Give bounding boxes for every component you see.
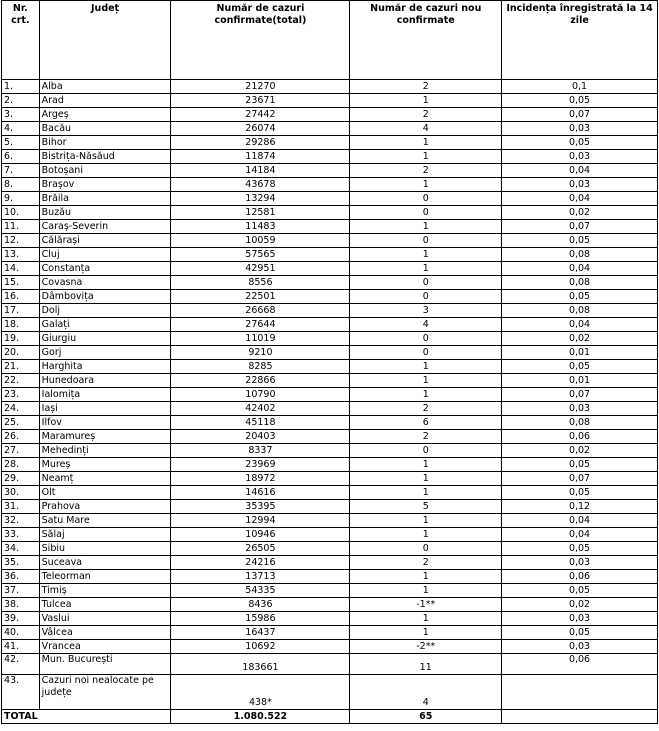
cell-judet: Bistrița-Năsăud [39, 150, 171, 164]
table-row [2, 430, 658, 444]
cell-total: 14616 [171, 486, 350, 500]
cell-total: 45118 [171, 416, 350, 430]
cell-incidenta: 0,03 [502, 556, 658, 570]
cell-noi: 5 [350, 500, 502, 514]
cell-incidenta: 0,06 [502, 570, 658, 584]
cell-judet: Ilfov [39, 416, 171, 430]
cell-judet: Giurgiu [39, 332, 171, 346]
cell-total: 12994 [171, 514, 350, 528]
cell-judet: Hunedoara [39, 374, 171, 388]
cell-total: 22501 [171, 290, 350, 304]
table-row [2, 276, 658, 290]
cell-noi: 0 [350, 332, 502, 346]
cell-nr: 14. [2, 262, 40, 276]
table-row [2, 570, 658, 584]
cell-incidenta: 0,06 [502, 430, 658, 444]
cell-judet: Harghita [39, 360, 171, 374]
table-row [2, 122, 658, 136]
cell-incidenta: 0,05 [502, 234, 658, 248]
cell-incidenta: 0,02 [502, 206, 658, 220]
cell-total: 35395 [171, 500, 350, 514]
cell-judet: Satu Mare [39, 514, 171, 528]
cell-total: 27644 [171, 318, 350, 332]
cell-total: 10692 [171, 640, 350, 654]
cell-judet: Sălaj [39, 528, 171, 542]
cell-noi: 1 [350, 458, 502, 472]
cell-judet: Timiș [39, 584, 171, 598]
cell-incidenta: 0,02 [502, 444, 658, 458]
cell-incidenta: 0,05 [502, 584, 658, 598]
cell-total: 15986 [171, 612, 350, 626]
cell-noi: -2** [350, 640, 502, 654]
cell-incidenta: 0,05 [502, 290, 658, 304]
cell-judet: Caraș-Severin [39, 220, 171, 234]
cell-nr: 36. [2, 570, 40, 584]
cell-incidenta: 0,05 [502, 458, 658, 472]
table-row [2, 472, 658, 486]
cell-incidenta: 0,03 [502, 178, 658, 192]
cell-incidenta: 0,05 [502, 136, 658, 150]
cell-nr: 30. [2, 486, 40, 500]
cell-incidenta: 0,07 [502, 108, 658, 122]
cell-nr: 29. [2, 472, 40, 486]
cell-judet: Olt [39, 486, 171, 500]
cell-incidenta [502, 710, 658, 724]
table-row [2, 528, 658, 542]
cell-noi: 1 [350, 514, 502, 528]
cell-nr: 26. [2, 430, 40, 444]
cell-judet: Dâmbovița [39, 290, 171, 304]
cell-total: 13294 [171, 192, 350, 206]
cell-total: 26074 [171, 122, 350, 136]
cell-nr: 22. [2, 374, 40, 388]
table-row [2, 206, 658, 220]
cell-noi: 0 [350, 234, 502, 248]
cell-judet: Teleorman [39, 570, 171, 584]
cell-total: 24216 [171, 556, 350, 570]
cell-incidenta: 0,05 [502, 486, 658, 500]
cell-incidenta: 0,05 [502, 94, 658, 108]
cell-incidenta: 0,08 [502, 416, 658, 430]
cell-incidenta: 0,02 [502, 332, 658, 346]
cell-judet: Dolj [39, 304, 171, 318]
cell-judet: Alba [39, 80, 171, 94]
table-body [2, 80, 658, 724]
cell-noi: 0 [350, 542, 502, 556]
cell-noi: 2 [350, 430, 502, 444]
table-row [2, 514, 658, 528]
cell-noi: 1 [350, 528, 502, 542]
cell-noi: 1 [350, 136, 502, 150]
cell-judet: Arad [39, 94, 171, 108]
cell-noi: 1 [350, 374, 502, 388]
cell-judet: Suceava [39, 556, 171, 570]
cell-incidenta: 0,03 [502, 402, 658, 416]
cell-noi: 1 [350, 94, 502, 108]
cell-total: 183661 [171, 654, 350, 675]
cell-judet: Constanța [39, 262, 171, 276]
cell-incidenta: 0,04 [502, 262, 658, 276]
cell-judet: Brașov [39, 178, 171, 192]
cell-noi: 2 [350, 108, 502, 122]
cell-noi: 1 [350, 486, 502, 500]
cell-nr: 5. [2, 136, 40, 150]
table-row-total [2, 710, 658, 724]
cell-noi: 2 [350, 164, 502, 178]
cell-total: 18972 [171, 472, 350, 486]
cell-total: 10790 [171, 388, 350, 402]
cell-incidenta: 0,03 [502, 122, 658, 136]
cell-judet: Iași [39, 402, 171, 416]
cell-judet: Cazuri noi nealocate pe județe [39, 675, 171, 710]
table-row [2, 584, 658, 598]
cell-total: 23671 [171, 94, 350, 108]
cell-total: 20403 [171, 430, 350, 444]
cell-nr: 7. [2, 164, 40, 178]
cell-noi: 2 [350, 556, 502, 570]
cell-noi: 1 [350, 612, 502, 626]
cell-total: 16437 [171, 626, 350, 640]
cell-nr: 27. [2, 444, 40, 458]
cell-total: 9210 [171, 346, 350, 360]
cell-nr: 35. [2, 556, 40, 570]
cell-incidenta: 0,07 [502, 220, 658, 234]
covid-county-table [1, 0, 658, 724]
header-total: Număr de cazuri confirmate(total) [171, 1, 350, 80]
table-row [2, 542, 658, 556]
cell-nr: 15. [2, 276, 40, 290]
cell-judet: Bacău [39, 122, 171, 136]
table-row [2, 304, 658, 318]
header-noi: Număr de cazuri nou confirmate [350, 1, 502, 80]
header-nr: Nr. crt. [2, 1, 40, 80]
cell-nr: 10. [2, 206, 40, 220]
cell-judet: Maramureș [39, 430, 171, 444]
cell-incidenta: 0,08 [502, 304, 658, 318]
cell-incidenta: 0,04 [502, 318, 658, 332]
cell-noi: 6 [350, 416, 502, 430]
cell-noi: 1 [350, 360, 502, 374]
cell-nr: 13. [2, 248, 40, 262]
cell-total: 14184 [171, 164, 350, 178]
cell-nr: 12. [2, 234, 40, 248]
cell-judet: Vrancea [39, 640, 171, 654]
table-row [2, 178, 658, 192]
table-row [2, 220, 658, 234]
cell-noi: 1 [350, 248, 502, 262]
cell-nr: 8. [2, 178, 40, 192]
cell-judet: Neamț [39, 472, 171, 486]
cell-total: 11483 [171, 220, 350, 234]
cell-incidenta: 0,03 [502, 150, 658, 164]
cell-nr: 24. [2, 402, 40, 416]
cell-total: 8285 [171, 360, 350, 374]
cell-total: 8556 [171, 276, 350, 290]
cell-incidenta: 0,07 [502, 388, 658, 402]
table-row [2, 80, 658, 94]
table-row [2, 360, 658, 374]
cell-nr: 11. [2, 220, 40, 234]
cell-total: 8337 [171, 444, 350, 458]
cell-nr: 18. [2, 318, 40, 332]
cell-nr: 32. [2, 514, 40, 528]
cell-nr: 23. [2, 388, 40, 402]
table-row [2, 248, 658, 262]
cell-nr: 9. [2, 192, 40, 206]
header-incidenta: Incidența înregistrată la 14 zile [502, 1, 658, 80]
cell-judet: Prahova [39, 500, 171, 514]
cell-total: 10946 [171, 528, 350, 542]
cell-nr: 37. [2, 584, 40, 598]
cell-incidenta: 0,04 [502, 192, 658, 206]
cell-nr: 25. [2, 416, 40, 430]
cell-total: 26668 [171, 304, 350, 318]
cell-nr: 6. [2, 150, 40, 164]
cell-judet: Cluj [39, 248, 171, 262]
cell-nr: 31. [2, 500, 40, 514]
cell-noi: 2 [350, 80, 502, 94]
cell-incidenta: 0,06 [502, 654, 658, 675]
cell-noi: 0 [350, 346, 502, 360]
table-row [2, 640, 658, 654]
cell-noi: 1 [350, 584, 502, 598]
cell-nr: 43. [2, 675, 40, 710]
table-row [2, 332, 658, 346]
cell-noi: 65 [350, 710, 502, 724]
cell-noi: 1 [350, 570, 502, 584]
table-row [2, 486, 658, 500]
cell-incidenta: 0,07 [502, 472, 658, 486]
cell-incidenta: 0,08 [502, 276, 658, 290]
cell-total: 42951 [171, 262, 350, 276]
table-row [2, 346, 658, 360]
cell-judet: Tulcea [39, 598, 171, 612]
cell-noi: 1 [350, 262, 502, 276]
cell-incidenta: 0,04 [502, 514, 658, 528]
cell-incidenta: 0,05 [502, 360, 658, 374]
cell-total: 22866 [171, 374, 350, 388]
cell-total: 42402 [171, 402, 350, 416]
cell-incidenta: 0,08 [502, 248, 658, 262]
cell-nr: 33. [2, 528, 40, 542]
cell-judet: Covasna [39, 276, 171, 290]
cell-total: 12581 [171, 206, 350, 220]
cell-judet: Ialomița [39, 388, 171, 402]
cell-total: 13713 [171, 570, 350, 584]
cell-incidenta: 0,04 [502, 528, 658, 542]
cell-total: 23969 [171, 458, 350, 472]
cell-total-label: TOTAL [2, 710, 171, 724]
cell-noi: 0 [350, 206, 502, 220]
cell-total: 438* [171, 675, 350, 710]
cell-nr: 17. [2, 304, 40, 318]
cell-judet: Brăila [39, 192, 171, 206]
cell-incidenta: 0,05 [502, 626, 658, 640]
cell-judet: Mureș [39, 458, 171, 472]
cell-total: 57565 [171, 248, 350, 262]
cell-nr: 39. [2, 612, 40, 626]
table-row-nealocate [2, 675, 658, 710]
cell-incidenta: 0,02 [502, 598, 658, 612]
cell-total: 1.080.522 [171, 710, 350, 724]
cell-noi: 2 [350, 402, 502, 416]
cell-judet: Botoșani [39, 164, 171, 178]
table-row [2, 136, 658, 150]
cell-nr: 41. [2, 640, 40, 654]
cell-nr: 28. [2, 458, 40, 472]
table-row [2, 402, 658, 416]
cell-judet: Mehedinți [39, 444, 171, 458]
table-row [2, 192, 658, 206]
cell-noi: 1 [350, 178, 502, 192]
cell-nr: 34. [2, 542, 40, 556]
cell-nr: 4. [2, 122, 40, 136]
cell-judet: Argeș [39, 108, 171, 122]
cell-noi: 4 [350, 318, 502, 332]
cell-incidenta [502, 675, 658, 710]
table-row-bucuresti [2, 654, 658, 675]
table-row [2, 444, 658, 458]
cell-judet: Vaslui [39, 612, 171, 626]
cell-nr: 42. [2, 654, 40, 675]
table-row [2, 598, 658, 612]
cell-incidenta: 0,03 [502, 640, 658, 654]
cell-judet: Mun. București [39, 654, 171, 675]
table-row [2, 458, 658, 472]
cell-total: 10059 [171, 234, 350, 248]
cell-noi: 1 [350, 626, 502, 640]
table-row [2, 500, 658, 514]
table-row [2, 612, 658, 626]
header-judet: Județ [39, 1, 171, 80]
cell-noi: 3 [350, 304, 502, 318]
cell-noi: 0 [350, 290, 502, 304]
cell-nr: 20. [2, 346, 40, 360]
cell-total: 8436 [171, 598, 350, 612]
cell-total: 27442 [171, 108, 350, 122]
cell-judet: Galați [39, 318, 171, 332]
cell-incidenta: 0,1 [502, 80, 658, 94]
cell-nr: 19. [2, 332, 40, 346]
cell-incidenta: 0,12 [502, 500, 658, 514]
cell-noi: 1 [350, 150, 502, 164]
cell-judet: Buzău [39, 206, 171, 220]
cell-nr: 40. [2, 626, 40, 640]
cell-judet: Sibiu [39, 542, 171, 556]
cell-incidenta: 0,05 [502, 542, 658, 556]
cell-noi: 0 [350, 192, 502, 206]
cell-incidenta: 0,01 [502, 374, 658, 388]
cell-incidenta: 0,03 [502, 612, 658, 626]
cell-nr: 21. [2, 360, 40, 374]
cell-nr: 2. [2, 94, 40, 108]
cell-judet: Vâlcea [39, 626, 171, 640]
table-row [2, 94, 658, 108]
table-row [2, 164, 658, 178]
cell-noi: 1 [350, 220, 502, 234]
table-row [2, 388, 658, 402]
cell-total: 54335 [171, 584, 350, 598]
cell-noi: 0 [350, 444, 502, 458]
header-row [2, 1, 658, 80]
table-row [2, 262, 658, 276]
cell-incidenta: 0,01 [502, 346, 658, 360]
table-row [2, 374, 658, 388]
cell-nr: 3. [2, 108, 40, 122]
cell-judet: Călărași [39, 234, 171, 248]
cell-total: 11019 [171, 332, 350, 346]
table-row [2, 290, 658, 304]
table-row [2, 150, 658, 164]
cell-nr: 1. [2, 80, 40, 94]
cell-total: 43678 [171, 178, 350, 192]
cell-nr: 38. [2, 598, 40, 612]
cell-judet: Bihor [39, 136, 171, 150]
cell-incidenta: 0,04 [502, 164, 658, 178]
cell-noi: -1** [350, 598, 502, 612]
table-row [2, 108, 658, 122]
table-row [2, 416, 658, 430]
table-row [2, 234, 658, 248]
cell-noi: 11 [350, 654, 502, 675]
table-row [2, 626, 658, 640]
cell-total: 26505 [171, 542, 350, 556]
table-row [2, 556, 658, 570]
cell-noi: 0 [350, 276, 502, 290]
cell-noi: 1 [350, 472, 502, 486]
cell-noi: 1 [350, 388, 502, 402]
cell-noi: 4 [350, 122, 502, 136]
cell-total: 29286 [171, 136, 350, 150]
cell-total: 11874 [171, 150, 350, 164]
table-row [2, 318, 658, 332]
cell-judet: Gorj [39, 346, 171, 360]
cell-total: 21270 [171, 80, 350, 94]
cell-noi: 4 [350, 675, 502, 710]
cell-nr: 16. [2, 290, 40, 304]
